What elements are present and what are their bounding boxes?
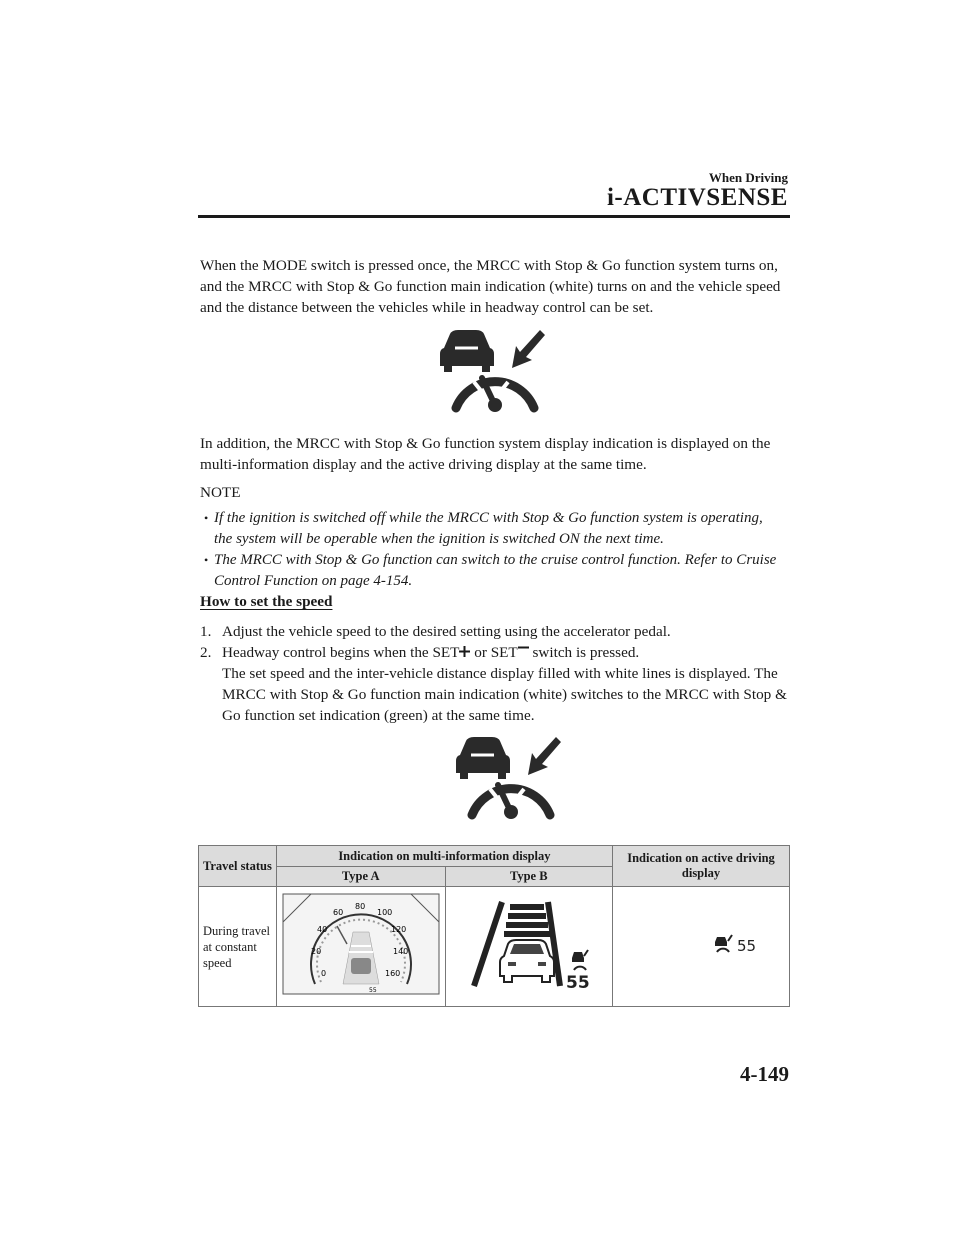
set-speed-label: 55 (565, 973, 590, 990)
note-item-text: If the ignition is switched off while the MRCC with Stop & Go function system is operating, the system will be operable when the ignition is switched ON the next time. (214, 510, 763, 547)
speedo-tick-label: 60 (332, 908, 343, 917)
speedo-tick-label: 40 (316, 925, 327, 934)
speedo-tick-label: 100 (376, 908, 392, 917)
speedo-tick-label: 20 (310, 947, 321, 956)
headway-display-image (464, 898, 594, 990)
speedometer-display-image (281, 892, 441, 996)
page-number: 4-149 (740, 1062, 789, 1086)
header-rule (198, 215, 790, 218)
col-header-type-b: Type B (445, 867, 613, 887)
type-a-cell (276, 887, 445, 1007)
plus-icon (459, 646, 470, 657)
step-number: 2. (200, 644, 212, 661)
speedo-tick-label: 0 (320, 969, 326, 978)
note-item (204, 508, 784, 550)
col-header-travel-status: Travel status (199, 846, 277, 887)
step-detail: The set speed and the inter-vehicle distance display filled with white lines is displayed. The MRCC with Stop & Go function main indication (white) switches to the MRCC with Stop & Go function set indication (green) at the same time. (222, 665, 787, 724)
note-label: NOTE (200, 484, 241, 501)
travel-status-cell: During travel at constant speed (199, 887, 277, 1007)
active-driving-cell (613, 887, 790, 1007)
intro-paragraph: When the MODE switch is pressed once, the MRCC with Stop & Go function system turns on, and the MRCC with Stop & Go function main indication (white) turns on and the vehicle speed and the distance between the vehicles while in headway control can be set. (200, 257, 781, 316)
col-header-type-a: Type A (276, 867, 445, 887)
display-paragraph: In addition, the MRCC with Stop & Go function system display indication is displayed on the multi-information display and the active driving display at the same time. (200, 435, 771, 473)
mrcc-main-indication-icon (436, 326, 546, 414)
type-b-cell (445, 887, 613, 1007)
speedo-tick-label: 120 (390, 925, 406, 934)
speedo-tick-label: 140 (392, 947, 408, 956)
minus-icon (518, 642, 529, 653)
chapter-title: When Driving (708, 170, 788, 185)
indication-table (198, 845, 790, 1007)
step-text: Adjust the vehicle speed to the desired setting using the accelerator pedal. (222, 623, 671, 640)
step-item (200, 621, 790, 642)
step-item (200, 642, 790, 663)
col-header-active-driving: Indication on active driving display (613, 846, 790, 887)
note-item (204, 550, 784, 592)
bullet-icon: • (204, 553, 209, 567)
step-text: Headway control begins when the SET or SET switch is pressed. (222, 644, 640, 661)
speedo-tick-label: 80 (354, 902, 365, 911)
mrcc-set-indication-icon (452, 733, 562, 821)
speedo-tick-label: 160 (384, 969, 400, 978)
set-speed-label: 55 (737, 937, 757, 954)
set-speed-label: 55 (368, 987, 377, 994)
section-title-header: i-ACTIVSENSE (606, 184, 788, 211)
col-header-multi-info: Indication on multi-information display (276, 846, 612, 867)
step-number: 1. (200, 623, 212, 640)
table-row (199, 887, 790, 1007)
section-heading: How to set the speed (200, 593, 333, 610)
bullet-icon: • (204, 511, 209, 525)
note-item-text: The MRCC with Stop & Go function can switch to the cruise control function. Refer to Cruise Control Function on page 4-154. (214, 552, 777, 589)
active-driving-display-image (713, 934, 771, 954)
